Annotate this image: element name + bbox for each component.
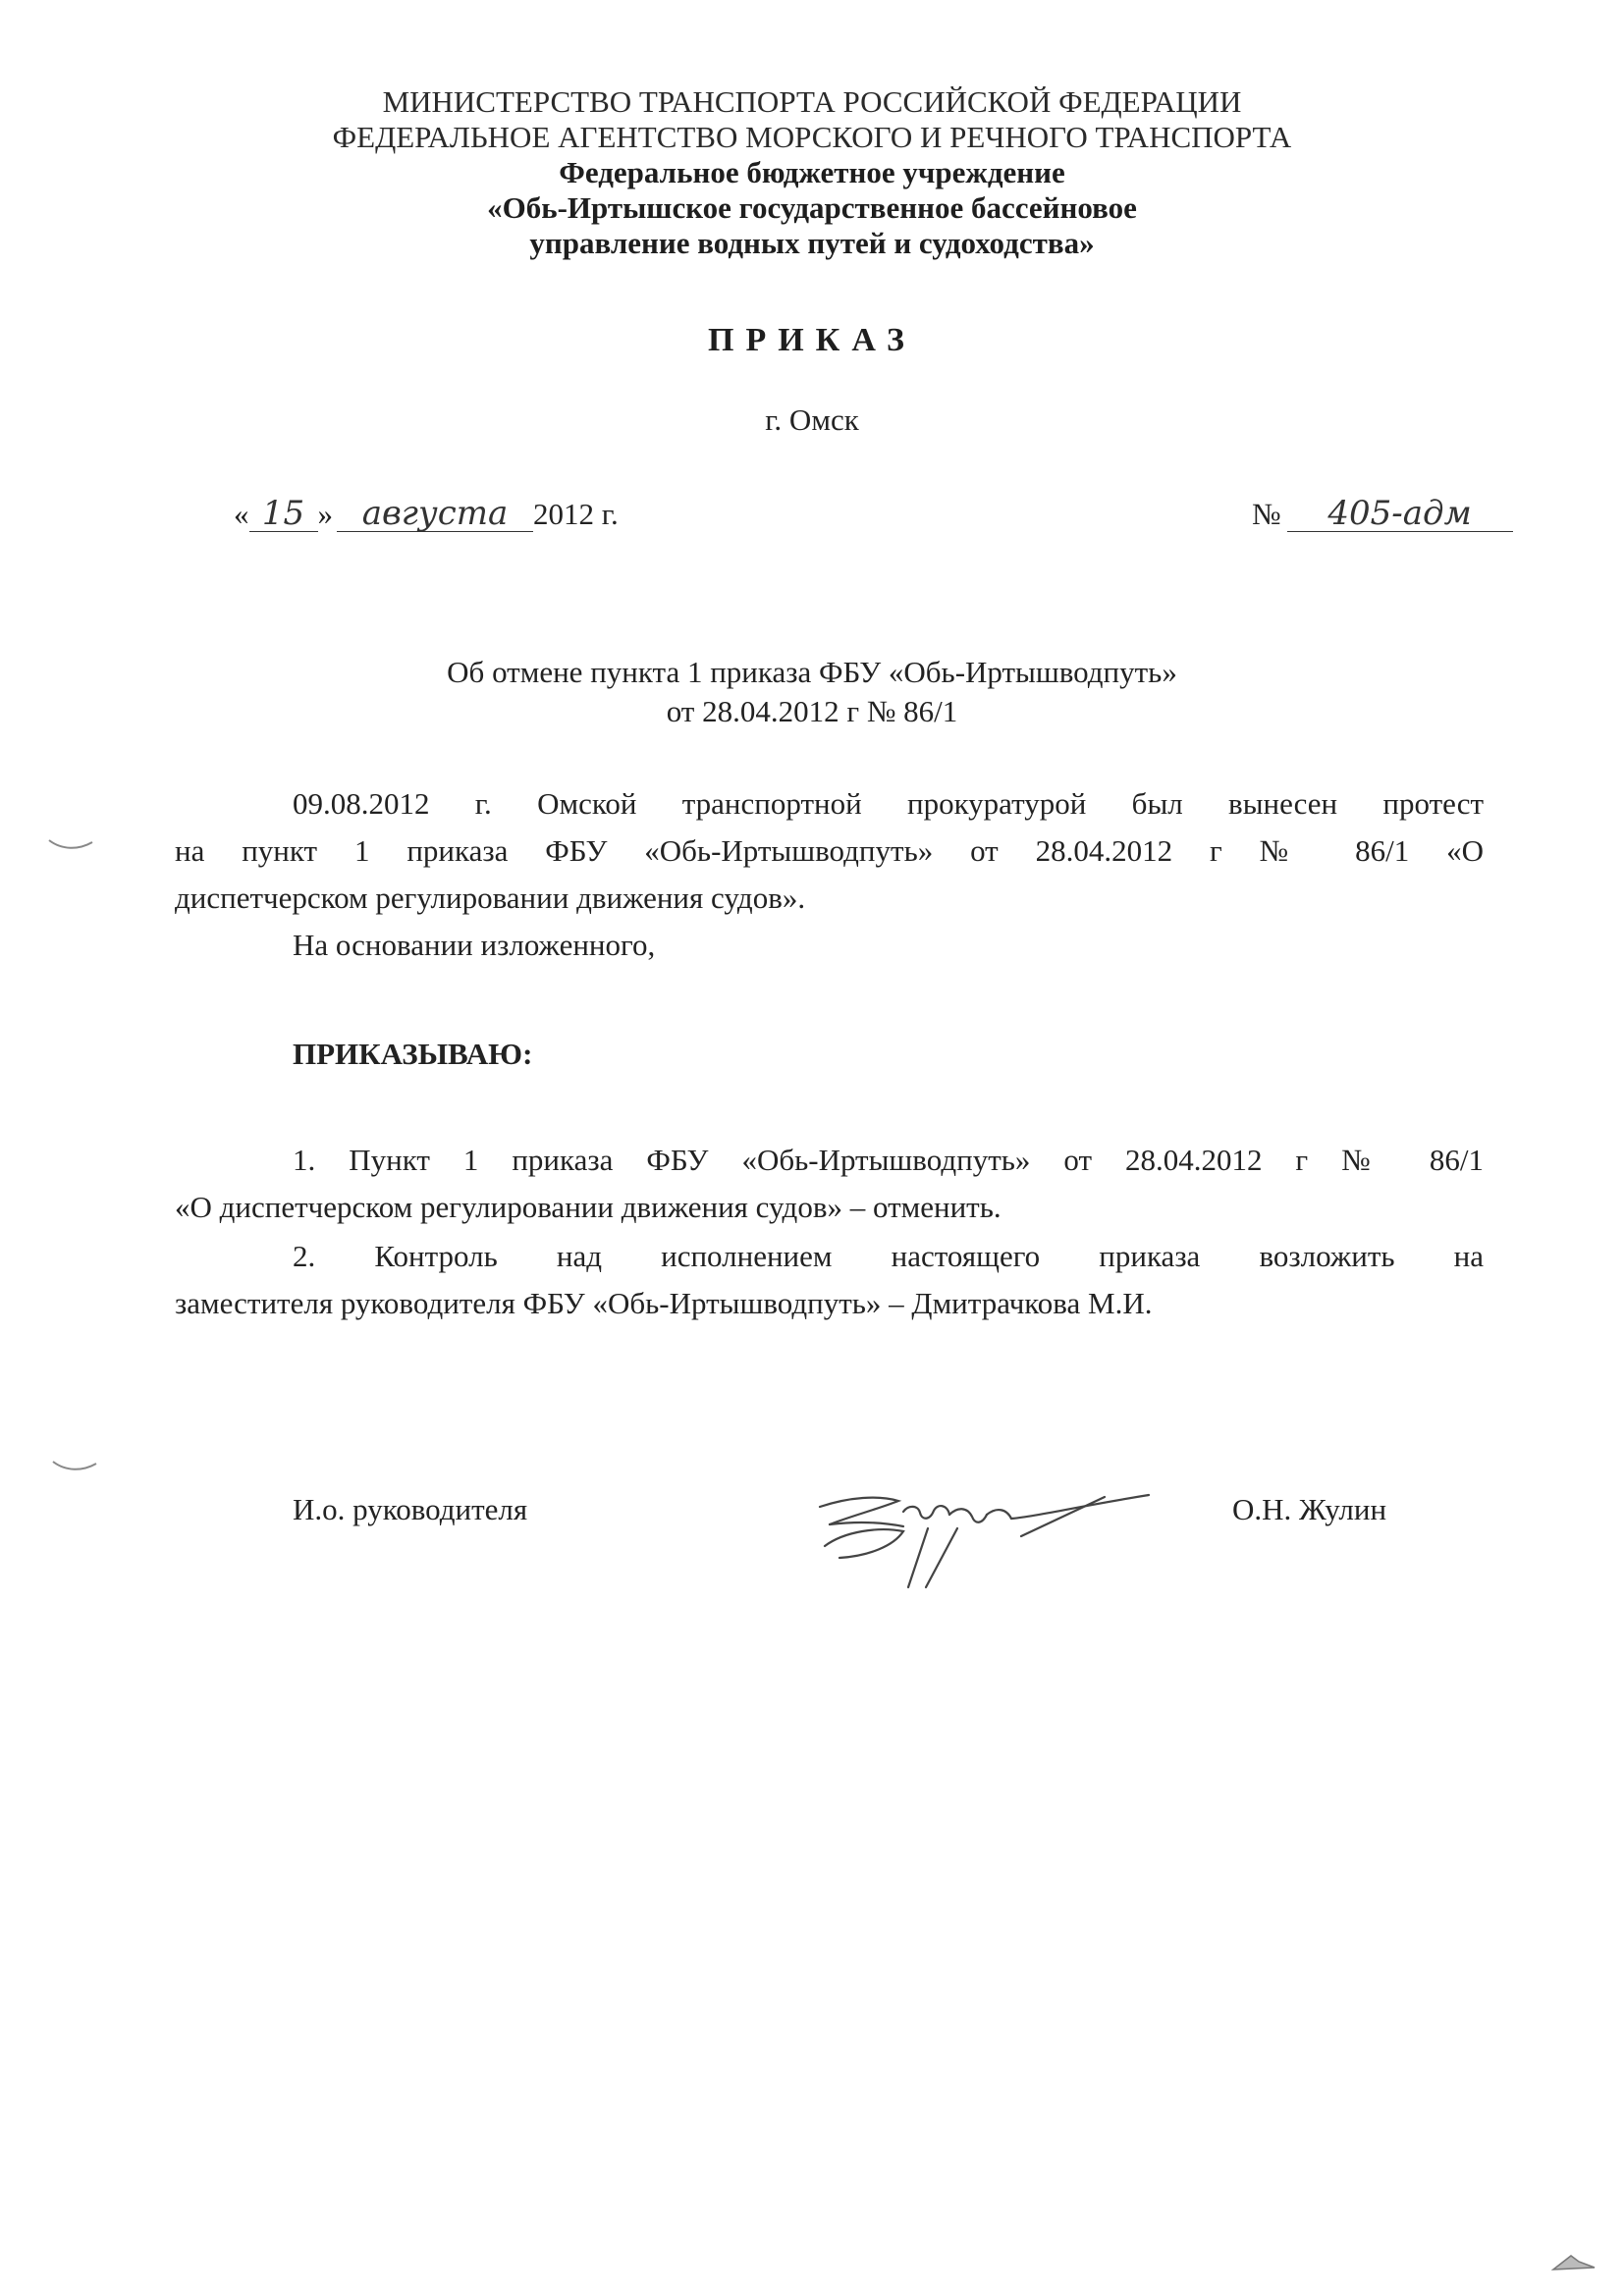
ministry-name: МИНИСТЕРСТВО ТРАНСПОРТА РОССИЙСКОЙ ФЕДЕРАЦИИ <box>382 84 1242 119</box>
date-year: 2012 г. <box>533 497 619 531</box>
subject-line1: Об отмене пункта 1 приказа ФБУ «Обь-Иртышводпуть» <box>447 655 1177 689</box>
institution-name-line1: «Обь-Иртышское государственное бассейновое <box>487 190 1137 225</box>
order-number-value: 405-адм <box>1287 496 1513 532</box>
order-date <box>234 496 619 532</box>
body-p1-line1 <box>175 780 1484 828</box>
handwritten-signature-icon <box>810 1477 1164 1595</box>
item1-line1-text: 1. Пункт 1 приказа ФБУ «Обь-Иртышводпуть» от 28.04.2012 г № 86/1 <box>293 1143 1484 1177</box>
item2-line1-text: 2. Контроль над исполнением настоящего приказа возложить на <box>293 1239 1484 1273</box>
institution-name-line2: управление водных путей и судоходства» <box>529 226 1095 260</box>
body-p1-line2: на пункт 1 приказа ФБУ «Обь-Иртышводпуть» от 28.04.2012 г № 86/1 «О <box>175 833 1484 868</box>
signatory-position: И.о. руководителя <box>293 1492 528 1526</box>
date-close-quote: » <box>317 497 333 531</box>
date-open-quote: « <box>234 497 249 531</box>
scanner-margin-mark-icon <box>47 834 96 854</box>
order-number-label: № <box>1252 497 1281 531</box>
document-title: ПРИКАЗ <box>708 322 916 358</box>
document-city: г. Омск <box>765 402 859 437</box>
item2-line1 <box>175 1233 1484 1280</box>
body-p1-line1-text: 09.08.2012 г. Омской транспортной прокуратурой был вынесен протест <box>293 786 1484 821</box>
agency-name: ФЕДЕРАЛЬНОЕ АГЕНТСТВО МОРСКОГО И РЕЧНОГО ТРАНСПОРТА <box>332 120 1292 154</box>
order-number <box>1252 496 1513 532</box>
institution-type: Федеральное бюджетное учреждение <box>559 155 1065 189</box>
body-p2: На основании изложенного, <box>293 928 656 962</box>
item1-line1 <box>175 1137 1484 1184</box>
item2-line2: заместителя руководителя ФБУ «Обь-Иртышводпуть» – Дмитрачкова М.И. <box>175 1286 1153 1320</box>
signatory-name: О.Н. Жулин <box>1232 1492 1387 1526</box>
date-day: 15 <box>249 496 318 532</box>
order-heading: ПРИКАЗЫВАЮ: <box>293 1037 533 1071</box>
corner-mark-icon <box>1549 2250 1598 2273</box>
item1-line2: «О диспетчерском регулировании движения судов» – отменить. <box>175 1190 1001 1224</box>
date-month: августа <box>337 496 533 532</box>
body-p1-line3: диспетчерском регулировании движения судов». <box>175 881 806 915</box>
scanner-margin-mark-icon <box>51 1456 100 1475</box>
subject-line2: от 28.04.2012 г № 86/1 <box>666 694 958 728</box>
